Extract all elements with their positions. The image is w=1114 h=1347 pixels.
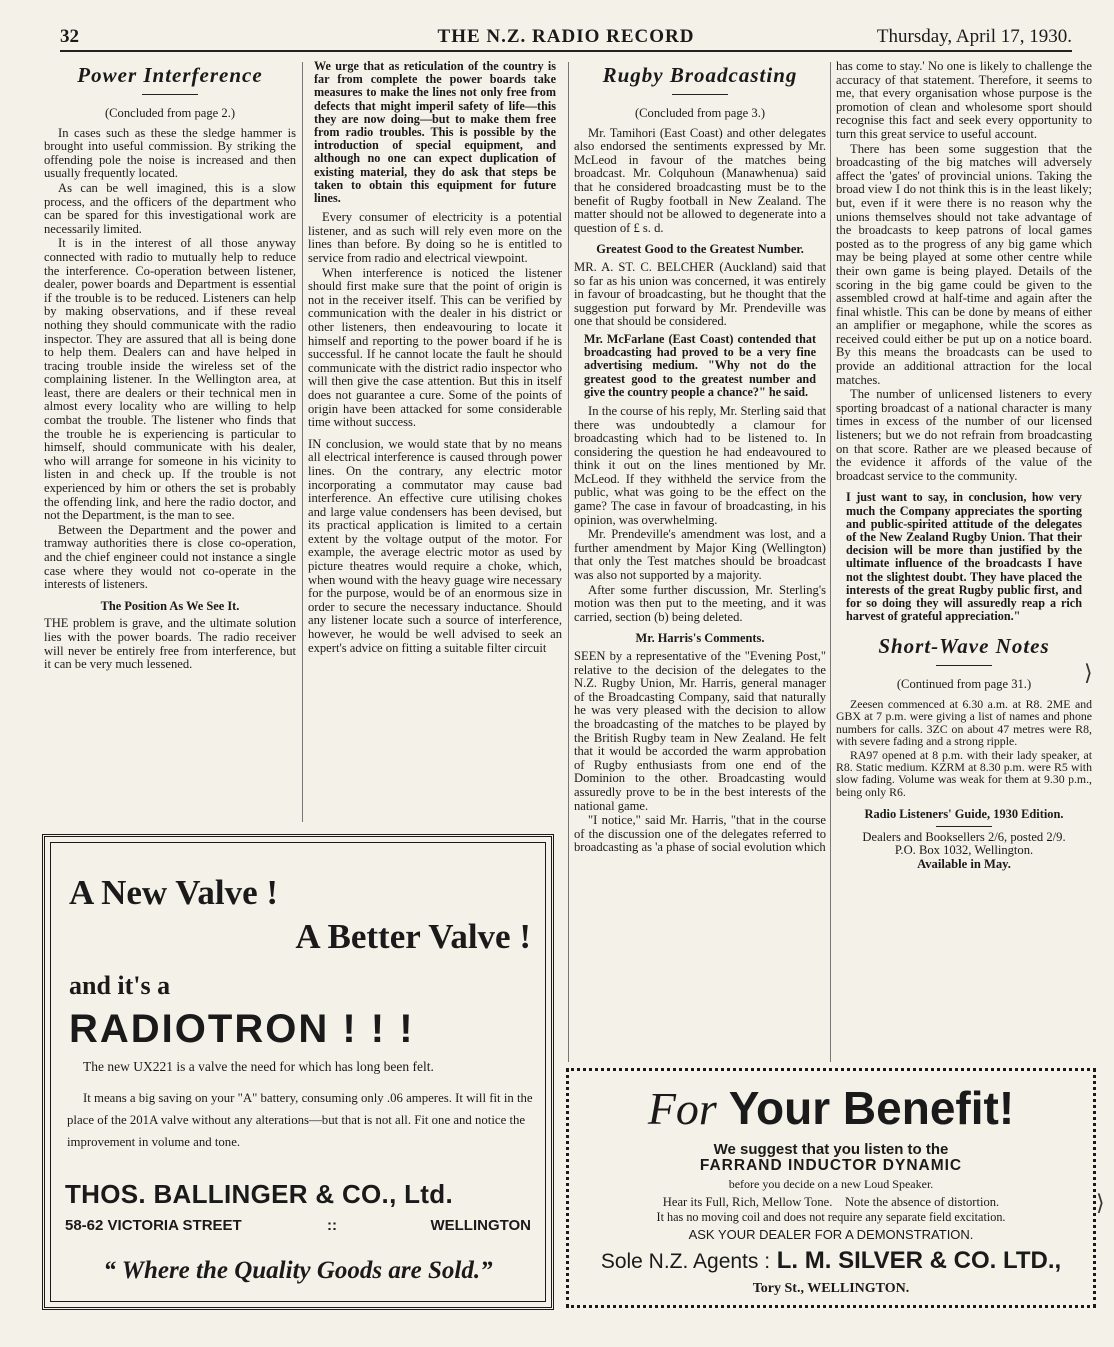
column-divider bbox=[302, 62, 303, 822]
ad-separator: :: bbox=[327, 1217, 337, 1234]
ad-street: 58-62 VICTORIA STREET bbox=[65, 1217, 242, 1234]
running-head bbox=[60, 26, 1072, 52]
column-divider bbox=[830, 62, 831, 1062]
ad-headline: A New Valve ! bbox=[69, 873, 279, 912]
paragraph: MR. A. ST. C. BELCHER (Auckland) said that so far as his union was concerned, it was entirely in favour of broadcasting, but he thought that the suggestion put forward by Mr. Prendeville was one that should be considered. bbox=[574, 259, 826, 329]
paragraph: RA97 opened at 8 p.m. with their lady speaker, at R8. Static medium. KZRM at 8.30 p.m. were R5 with slow fading. Volume was weak for them at 9.30 p.m., being only R6. bbox=[836, 747, 1092, 799]
bold-paragraph: I just want to say, in conclusion, how very much the Company appreciates the sporting and public-spirited attitude of the delegates of the New Zealand Rugby Union. That their decision will be more than justified by the ultimate influence of the broadcasts I have not the slightest doubt. They have placed the interests of the great Rugby public first, and for so doing they will assuredly reap a rich harvest of grateful appreciation." bbox=[846, 490, 1082, 624]
ad-text: It means a big saving on your "A" battery, consuming only .06 amperes. It will fit in the place of the 201A valve without any alterations—but that is not all. Fit one and notice the improvement in volume and tone. bbox=[67, 1091, 533, 1149]
paragraph: In the course of his reply, Mr. Sterling said that there was undoubtedly a clamour for broadcasting which had to be listened to. In considering the question he had endeavoured to think it out on the lines mentioned by Mr. McLeod. If they withheld the service from the public, what was going to be the effect on the game? The case in favour of broadcasting, in his opinion, was overwhelming. bbox=[574, 403, 826, 527]
guide-line: P.O. Box 1032, Wellington. bbox=[894, 843, 1034, 858]
shortwave-title: Short-Wave Notes bbox=[878, 634, 1050, 659]
paragraph: As can be well imagined, this is a slow process, and the officers of the department who can be spared for this investigational work are necessarily limited. bbox=[44, 180, 296, 236]
paragraph: Every consumer of electricity is a potential listener, and as such will rely even more on the lines than before. By doing so he is entitled to service from radio and electrical viewpoint. bbox=[308, 210, 562, 266]
bold-paragraph: We urge that as reticulation of the country is far from complete the power boards take measures to make the lines not only free from defects that might imperil safety of life—this they are now doing—but to make them free from radio troubles. This is possible by the introduction of special equipment, and although no one can expect duplication of existing material, they do ask that steps be taken to obtain this equipment for future lines. bbox=[314, 59, 556, 206]
guide-line: Dealers and Booksellers 2/6, posted 2/9. bbox=[862, 829, 1066, 844]
ad-city: WELLINGTON bbox=[430, 1217, 531, 1234]
publication-title: THE N.Z. RADIO RECORD bbox=[437, 26, 695, 47]
ad-slogan: “ Where the Quality Goods are Sold.” bbox=[103, 1257, 493, 1284]
ad-product: FARRAND INDUCTOR DYNAMIC bbox=[699, 1157, 963, 1174]
paragraph: It is in the interest of all those anyway connected with radio to mutually help to reduce the interference. Co-operation between listener, dealer, power boards and Department is essential if the trouble is to be reduced. Listeners can help by making observations, and if these reveal nothing they should communicate with the radio inspector. They are assured that all is being done to help them. Dealers can and have helped in tracing trouble inside the wireless set of the complaining listener. In the Wellington area, at least, there are dealers or their technical men in almost every locality who are willing to help combat the trouble. The listener who finds that the trouble he is experiencing is particular to himself, should communicate with his dealer, who will arrange for someone in his vicinity to listen in and check up. If the trouble is not experienced by him or others the set is probably the offending link, and here the radio doctor, and not the Department, is the man to see. bbox=[44, 236, 296, 523]
margin-mark-icon: ⟩ bbox=[1084, 660, 1093, 685]
bold-paragraph: Mr. McFarlane (East Coast) contended that broadcasting had proved to be a very fine advertising medium. "Why not do the greatest good to the greatest number and give the country people a chance?" he said. bbox=[584, 331, 816, 399]
title-rule bbox=[936, 665, 992, 666]
article-rugby-continued bbox=[836, 60, 1092, 878]
paragraph: There has been some suggestion that the broadcasting of the big matches will adversely affect the 'gates' of provincial unions. Taking the broad view I do not think this is in the least likely; but, even if it were there is no reason why the unions themselves should not take advantage of the broadcasts to keep patrons of local games posted as to the progress of any big game which may be being played at some other centre while their own game is being played. Details of the scoring in the big game could be given to the assembled crowd at half-time and again after the final whistle. This can be done by means of either an amplifier or megaphone, while the scores as received could either be put up on a notice board. By this means the broadcasts can be used to provide an additional attraction for the local matches. bbox=[836, 141, 1092, 387]
title-rule bbox=[936, 826, 992, 827]
ad-address: Tory St., WELLINGTON. bbox=[752, 1281, 910, 1296]
article-title: Rugby Broadcasting bbox=[602, 63, 798, 87]
title-rule bbox=[142, 94, 198, 95]
ad-text: before you decide on a new Loud Speaker. bbox=[728, 1177, 934, 1191]
guide-line: Available in May. bbox=[917, 857, 1011, 872]
paragraph: IN conclusion, we would state that by no means all electrical interference is caused through power lines. On the contrary, any electric motor incorporating a commutator may cause bad interference. An effective cure utilising chokes and large value condensers has been devised, but its practical application is limited to a certain extent by the voltage output of the motor. For example, the average electric motor as used by picture theatres would require a choke, which, when wound with the heavy guage wire necessary for the purpose, would be of an enormous size in order to secure the necessary inductance. Should any listener locate such a source of interference, however, he would be well advised to seek an expert's advice on fitting a suitable filter circuit bbox=[308, 436, 562, 655]
title-rule bbox=[672, 94, 728, 95]
ad-text: Hear its Full, Rich, Mellow Tone. Note the absence of distortion. bbox=[662, 1195, 1000, 1209]
article-power-interference bbox=[44, 60, 296, 673]
ad-headline-rest: Your Benefit! bbox=[728, 1082, 1015, 1134]
paragraph: Zeesen commenced at 6.30 a.m. at R8. 2ME and GBX at 7 p.m. were giving a list of names and phone numbers for calls. 3ZC on about 47 metres were R8, with severe fading and a strong ripple. bbox=[836, 697, 1092, 749]
paragraph: After some further discussion, Mr. Sterling's motion was then put to the meeting, and it was carried, section (b) being deleted. bbox=[574, 582, 826, 624]
concluded-note: (Concluded from page 3.) bbox=[634, 106, 766, 120]
guide-title: Radio Listeners' Guide, 1930 Edition. bbox=[864, 807, 1064, 822]
page-number: 32 bbox=[60, 26, 79, 47]
paragraph: In cases such as these the sledge hammer is brought into useful commission. By striking the offending pole the noise is increased and then usually frequently located. bbox=[44, 125, 296, 181]
margin-mark-icon: ⟩ bbox=[1096, 1190, 1105, 1215]
ad-headline-for: For bbox=[647, 1083, 717, 1134]
ad-text: ASK YOUR DEALER FOR A DEMONSTRATION. bbox=[688, 1227, 974, 1242]
ad-headline bbox=[569, 1081, 1093, 1135]
subheading: The Position As We See It. bbox=[100, 598, 240, 613]
concluded-note: (Concluded from page 2.) bbox=[104, 106, 236, 120]
ad-agents-name: L. M. SILVER & CO. LTD., bbox=[776, 1247, 1062, 1274]
advert-farrand bbox=[566, 1068, 1096, 1308]
ad-headline: and it's a bbox=[69, 971, 171, 1000]
ad-text: We suggest that you listen to the bbox=[713, 1141, 949, 1158]
continued-note: (Continued from page 31.) bbox=[896, 677, 1032, 692]
paragraph: When interference is noticed the listener should first make sure that the point of origin is not in the receiver itself. This can be verified by communication with the dealer in his district or other listeners, then endeavouring to locate it himself and reporting to the power board if he is successful. If he cannot locate the fault he should communicate with the district radio inspector who will then give the case attention. But this in itself does not guarantee a cure. Some of the points of origin have been attacked for some considerable time without success. bbox=[308, 265, 562, 430]
ad-brand: RADIOTRON ! ! ! bbox=[69, 1007, 415, 1051]
paragraph: SEEN by a representative of the "Evening Post," relative to the decision of the delegates to the N.Z. Rugby Union, Mr. Harris, general manager of the Broadcasting Company, said that naturally he was very pleased with the decision to allow the broadcasting of the matches to be played by the British Rugby team in New Zealand. He felt that it would be accorded the warm approbation of Rugby enthusiasts from one end of the Dominion to the other. Broadcasting would assuredly prove to be in the best interests of the national game. bbox=[574, 649, 826, 813]
ad-text: The new UX221 is a valve the need for which has long been felt. bbox=[83, 1059, 434, 1074]
column-divider bbox=[568, 62, 569, 1062]
article-title: Power Interference bbox=[77, 63, 263, 87]
article-power-interference-continued bbox=[308, 60, 562, 656]
paragraph: The number of unlicensed listeners to every sporting broadcast of a national character is many times in excess of the number of our licensed listeners; but we do not refrain from broadcasting on that score. Rather are we pleased because of the evidence it affords of the value of the broadcast service to the community. bbox=[836, 387, 1092, 483]
ad-company: THOS. BALLINGER & CO., Ltd. bbox=[65, 1179, 453, 1209]
paragraph: "I notice," said Mr. Harris, "that in the course of the discussion one of the delegates referred to broadcasting as 'a phase of social evolution which bbox=[574, 813, 826, 855]
ad-text: It has no moving coil and does not require any separate field excitation. bbox=[656, 1210, 1006, 1224]
paragraph: Between the Department and the power and tramway authorities there is close co-operation, and the chief engineer could not instance a single case where they would not co-operate in the interests of listeners. bbox=[44, 522, 296, 592]
paragraph: Mr. Prendeville's amendment was lost, and a further amendment by Major King (Wellington) that only the Test matches should be broadcast was also not supported by a majority. bbox=[574, 527, 826, 583]
subheading: Mr. Harris's Comments. bbox=[635, 631, 765, 646]
ad-agents-lead: Sole N.Z. Agents : bbox=[600, 1250, 771, 1273]
subheading: Greatest Good to the Greatest Number. bbox=[596, 242, 804, 257]
article-rugby-broadcasting bbox=[574, 60, 826, 856]
advert-radiotron bbox=[42, 834, 554, 1310]
ad-agents bbox=[569, 1247, 1093, 1275]
paragraph: THE problem is grave, and the ultimate solution lies with the power boards. The radio receiver will never be entirely free from interference, but it can be very much lessened. bbox=[44, 616, 296, 672]
paragraph: has come to stay.' No one is likely to challenge the accuracy of that statement. Therefore, it seems to me, that every organisation whose purpose is the promotion of clean and wholesome sport should recognise this fact and seek every opportunity to turn this great service to useful account. bbox=[836, 59, 1092, 141]
issue-date: Thursday, April 17, 1930. bbox=[876, 26, 1072, 47]
ad-headline: A Better Valve ! bbox=[295, 917, 531, 956]
paragraph: Mr. Tamihori (East Coast) and other delegates also endorsed the sentiments expressed by Mr. McLeod in favour of the matches being broadcast. Mr. Colquhoun (Manawhenua) said that he considered broadcasting must be to the benefit of Rugby football in New Zealand. The matter should not be allowed to degenerate into a question of £ s. d. bbox=[574, 125, 826, 235]
